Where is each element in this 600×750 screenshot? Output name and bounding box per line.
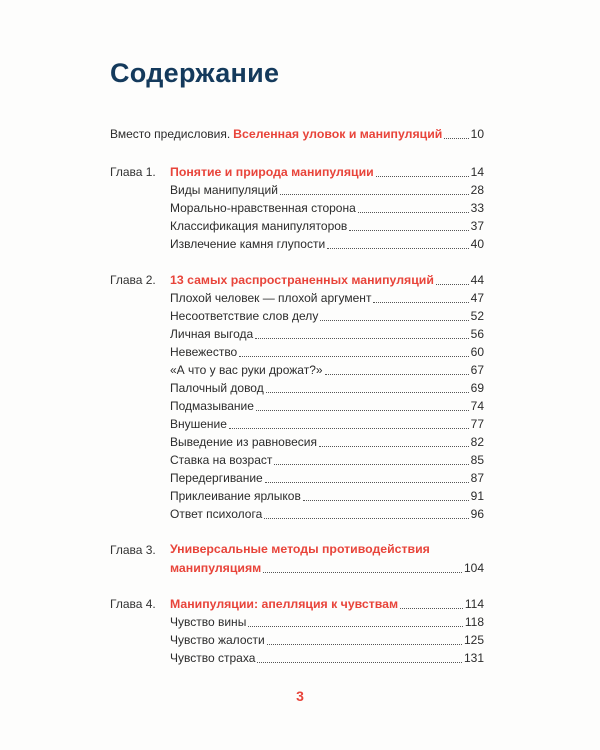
chapter-title-line2-row xyxy=(170,558,484,576)
page-ref: 114 xyxy=(464,597,484,611)
toc-entry[interactable] xyxy=(170,486,484,504)
page-ref: 85 xyxy=(470,453,484,467)
dot-leader xyxy=(280,193,469,195)
toc-entry[interactable] xyxy=(170,612,484,630)
entry-title: Приклеивание ярлыков xyxy=(170,489,301,503)
page-ref: 118 xyxy=(464,615,484,629)
dot-leader xyxy=(266,391,469,393)
dot-leader xyxy=(373,301,468,303)
page-title: Содержание xyxy=(110,58,280,88)
toc-entry[interactable] xyxy=(170,630,484,648)
toc-entry[interactable] xyxy=(170,414,484,432)
entry-title: Виды манипуляций xyxy=(170,183,278,197)
toc-entry[interactable] xyxy=(170,306,484,324)
dot-leader xyxy=(229,427,469,429)
dot-leader xyxy=(263,571,462,573)
page-ref: 82 xyxy=(470,435,484,449)
dot-leader xyxy=(320,319,468,321)
page-ref: 125 xyxy=(463,633,484,647)
dot-leader xyxy=(303,499,469,501)
dot-leader xyxy=(444,137,468,139)
page-ref: 47 xyxy=(470,291,484,305)
page-ref: 28 xyxy=(470,183,484,197)
entry-title: Внушение xyxy=(170,417,227,431)
page-ref: 74 xyxy=(470,399,484,413)
page-ref: 96 xyxy=(470,507,484,521)
preface-title: Вселенная уловок и манипуляций xyxy=(233,127,443,141)
dot-leader xyxy=(256,409,469,411)
entry-title: Классификация манипуляторов xyxy=(170,219,348,233)
dot-leader xyxy=(349,229,468,231)
toc-entry[interactable] xyxy=(170,432,484,450)
entry-title: Несоответствие слов делу xyxy=(170,309,319,323)
dot-leader xyxy=(248,625,463,627)
toc-entry[interactable] xyxy=(170,504,484,522)
page-ref: 40 xyxy=(470,237,484,251)
entry-title: «А что у вас руки дрожат?» xyxy=(170,363,323,377)
dot-leader xyxy=(274,463,468,465)
entry-title: Невежество xyxy=(170,345,238,359)
entry-title: Ответ психолога xyxy=(170,507,263,521)
page-ref: 44 xyxy=(470,273,484,287)
toc-entry-chapter[interactable] xyxy=(170,270,484,288)
dot-leader xyxy=(376,175,469,177)
page-ref: 131 xyxy=(463,651,484,665)
toc-entry[interactable] xyxy=(170,342,484,360)
dot-leader xyxy=(255,337,468,339)
entry-title: Личная выгода xyxy=(170,327,254,341)
dot-leader xyxy=(264,517,468,519)
toc-entry[interactable] xyxy=(170,396,484,414)
toc-entry[interactable] xyxy=(170,234,484,252)
dot-leader xyxy=(265,481,469,483)
page-ref: 87 xyxy=(470,471,484,485)
page-ref: 67 xyxy=(470,363,484,377)
dot-leader xyxy=(358,211,469,213)
toc-entry[interactable] xyxy=(170,450,484,468)
page-ref: 56 xyxy=(470,327,484,341)
toc-entry-preface[interactable] xyxy=(110,124,484,142)
dot-leader xyxy=(267,643,462,645)
chapter-title-line1: Универсальные методы противодействия xyxy=(170,542,430,556)
dot-leader xyxy=(239,355,468,357)
entry-title: Палочный довод xyxy=(170,381,264,395)
page-ref: 14 xyxy=(470,165,484,179)
page-ref: 69 xyxy=(470,381,484,395)
page-ref: 91 xyxy=(470,489,484,503)
page-ref: 77 xyxy=(470,417,484,431)
toc-entry-chapter[interactable] xyxy=(170,162,484,180)
toc-entry[interactable] xyxy=(170,378,484,396)
entry-title: Морально-нравственная сторона xyxy=(170,201,356,215)
chapter-title: 13 самых распространенных манипуляций xyxy=(170,273,434,287)
toc-entry[interactable] xyxy=(170,648,484,666)
page-ref: 33 xyxy=(470,201,484,215)
entry-title: Подмазывание xyxy=(170,399,254,413)
dot-leader xyxy=(257,661,462,663)
chapter-title: Манипуляции: апелляция к чувствам xyxy=(170,597,399,611)
dot-leader xyxy=(325,373,469,375)
toc-entry-chapter[interactable] xyxy=(170,594,484,612)
toc-entry[interactable] xyxy=(170,468,484,486)
dot-leader xyxy=(319,445,469,447)
page-ref: 37 xyxy=(470,219,484,233)
dot-leader xyxy=(327,247,468,249)
chapter-label: Глава 1. xyxy=(110,165,156,179)
entry-title: Чувство жалости xyxy=(170,633,265,647)
page-ref: 60 xyxy=(470,345,484,359)
entry-title: Ставка на возраст xyxy=(170,453,273,467)
page-ref: 52 xyxy=(470,309,484,323)
entry-title: Чувство страха xyxy=(170,651,256,665)
entry-title: Извлечение камня глупости xyxy=(170,237,326,251)
chapter-label: Глава 4. xyxy=(110,597,156,611)
dot-leader xyxy=(400,607,463,609)
chapter-title-line2: манипуляциям xyxy=(170,561,262,575)
toc-entry[interactable] xyxy=(170,360,484,378)
toc-entry[interactable] xyxy=(170,180,484,198)
toc-entry[interactable] xyxy=(170,324,484,342)
chapter-title: Понятие и природа манипуляции xyxy=(170,165,374,179)
entry-title: Плохой человек — плохой аргумент xyxy=(170,291,372,305)
entry-title: Чувство вины xyxy=(170,615,247,629)
page-number: 3 xyxy=(296,688,304,704)
toc-entry[interactable] xyxy=(170,288,484,306)
chapter-label: Глава 3. xyxy=(110,543,156,557)
preface-prefix: Вместо предисловия. xyxy=(110,127,231,141)
entry-title: Выведение из равновесия xyxy=(170,435,317,449)
entry-title: Передергивание xyxy=(170,471,263,485)
page-ref: 10 xyxy=(470,127,484,141)
page-ref: 104 xyxy=(463,561,484,575)
chapter-label: Глава 2. xyxy=(110,273,156,287)
dot-leader xyxy=(436,283,469,285)
toc-entry[interactable] xyxy=(170,216,484,234)
toc-entry[interactable] xyxy=(170,198,484,216)
